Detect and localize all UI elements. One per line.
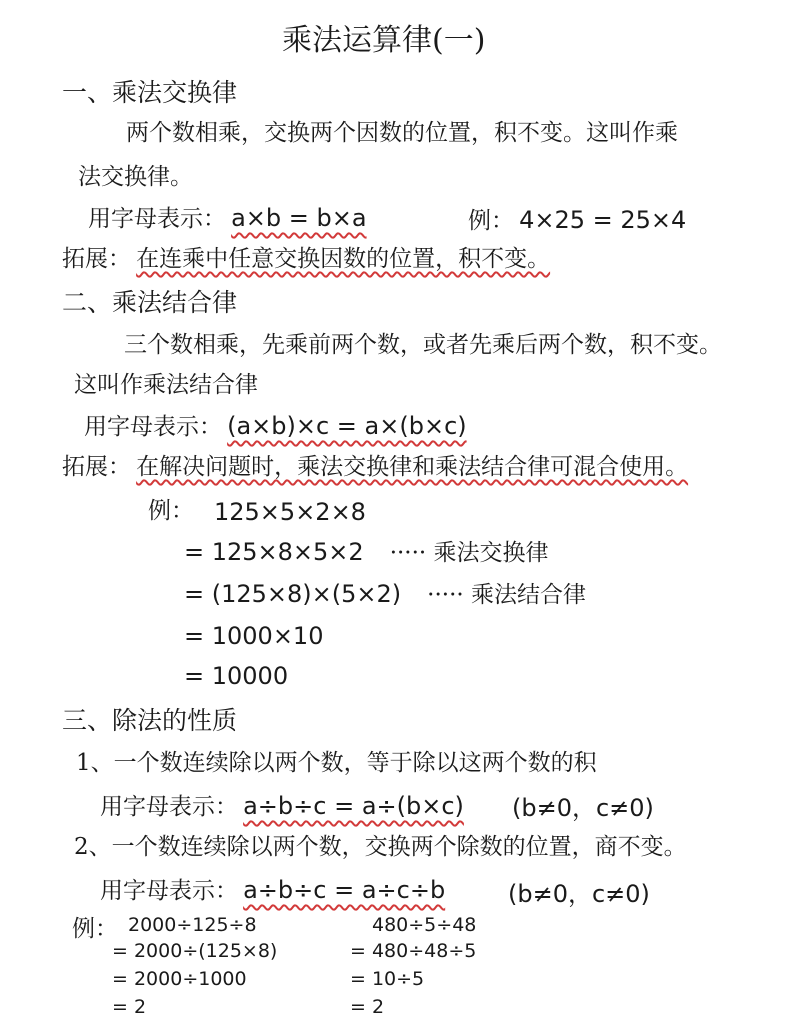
section3-example-label: 例： bbox=[72, 916, 118, 942]
section3-p2-condition: (b≠0，c≠0) bbox=[508, 880, 650, 908]
section2-step-2 bbox=[184, 582, 586, 607]
right-step-0: 480÷5÷48 bbox=[372, 914, 477, 936]
section3-p1-letter-row bbox=[100, 794, 464, 819]
section2-definition-line2: 这叫作乘法结合律 bbox=[74, 372, 258, 398]
left-step-0: 2000÷125÷8 bbox=[128, 914, 257, 936]
right-step-2: = 10÷5 bbox=[350, 968, 425, 990]
step-note: ····· 乘法交换律 bbox=[389, 540, 549, 566]
section2-ext-text: 在解决问题时，乘法交换律和乘法结合律可混合使用。 bbox=[136, 454, 689, 480]
section1-example-row bbox=[468, 208, 686, 233]
section3-p1-label: 用字母表示： bbox=[100, 794, 238, 820]
section2-step-3: = 1000×10 bbox=[184, 622, 324, 650]
section2-extension-row bbox=[62, 456, 688, 479]
section2-step-4: = 10000 bbox=[184, 662, 289, 690]
left-step-3: = 2 bbox=[112, 996, 147, 1018]
left-step-1: = 2000÷(125×8) bbox=[112, 940, 278, 962]
section3-p1-condition: (b≠0，c≠0) bbox=[512, 794, 654, 822]
step-note: ····· 乘法结合律 bbox=[427, 582, 587, 608]
section3-p2-label: 用字母表示： bbox=[100, 878, 238, 904]
section3-p2-formula: a÷b÷c = a÷c÷b bbox=[243, 876, 446, 904]
section2-heading: 二、乘法结合律 bbox=[62, 288, 238, 317]
section1-example: 4×25 = 25×4 bbox=[519, 206, 687, 234]
section3-heading: 三、除法的性质 bbox=[62, 706, 238, 735]
step-expr: = 125×8×5×2 bbox=[184, 538, 364, 566]
section1-heading: 一、乘法交换律 bbox=[62, 78, 238, 107]
section1-example-label: 例： bbox=[468, 208, 514, 234]
section1-letter-label: 用字母表示： bbox=[88, 206, 226, 232]
section3-p1-formula: a÷b÷c = a÷(b×c) bbox=[243, 792, 464, 820]
section1-definition-line2: 法交换律。 bbox=[78, 164, 193, 190]
left-step-2: = 2000÷1000 bbox=[112, 968, 247, 990]
section2-step-1 bbox=[184, 540, 549, 565]
section2-letter-formula: (a×b)×c = a×(b×c) bbox=[227, 412, 467, 440]
right-step-1: = 480÷48÷5 bbox=[350, 940, 477, 962]
section2-definition-line1: 三个数相乘，先乘前两个数，或者先乘后两个数，积不变。 bbox=[124, 332, 722, 358]
section1-ext-text: 在连乘中任意交换因数的位置，积不变。 bbox=[136, 246, 551, 272]
section2-example-label: 例： bbox=[148, 498, 194, 524]
section2-letter-label: 用字母表示： bbox=[84, 414, 222, 440]
section1-extension-row bbox=[62, 248, 550, 271]
section1-ext-label: 拓展： bbox=[62, 246, 131, 272]
page-title: 乘法运算律(一) bbox=[282, 23, 486, 58]
section3-p2-letter-row bbox=[100, 878, 445, 903]
right-step-3: = 2 bbox=[350, 996, 385, 1018]
section3-property2: 2、一个数连续除以两个数，交换两个除数的位置，商不变。 bbox=[74, 834, 687, 860]
section1-letter-formula: a×b = b×a bbox=[231, 204, 367, 232]
section2-step-0: 125×5×2×8 bbox=[214, 498, 366, 526]
section1-definition-line1: 两个数相乘，交换两个因数的位置，积不变。这叫作乘 bbox=[126, 120, 678, 146]
section2-ext-label: 拓展： bbox=[62, 454, 131, 480]
section2-letter-row bbox=[84, 414, 467, 439]
step-expr: = (125×8)×(5×2) bbox=[184, 580, 402, 608]
section1-letter-row bbox=[88, 206, 367, 231]
section3-property1: 1、一个数连续除以两个数，等于除以这两个数的积 bbox=[76, 750, 597, 776]
